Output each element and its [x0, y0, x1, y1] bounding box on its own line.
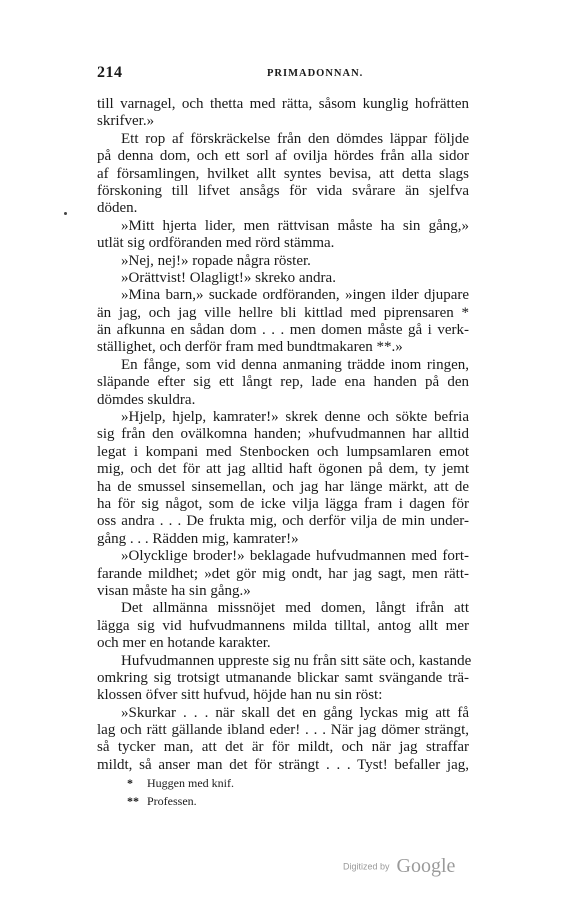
- text-line: »Olycklige broder!» beklagade hufvudmannen med fort-: [121, 548, 469, 565]
- text-line: »Hjelp, hjelp, kamrater!» skrek denne och sökte befria: [121, 409, 469, 426]
- text-line: ha för sig något, som de icke vilja lägga fram i dagen för: [97, 495, 469, 512]
- text-line: klossen öfver sitt hufvud, höjde han nu sin röst:: [97, 687, 383, 704]
- text-line: mig, och det för att jag alltid haft ögonen på dem, ty jemt: [97, 461, 469, 478]
- text-line: visan måste ha sin gång.»: [97, 582, 251, 599]
- text-line: omkring sig trotsigt utmanande blickar samt svängande trä-: [97, 669, 469, 686]
- text-line: så tycker man, att det är för mildt, och när jag straffar: [97, 739, 469, 756]
- text-line: Det allmänna missnöjet med domen, långt ifrån att: [121, 600, 469, 617]
- text-line: sig från den ovälkomna handen; »hufvudmannen har alltid: [97, 426, 469, 443]
- text-line: Ett rop af förskräckelse från den dömdes läppar följde: [121, 130, 469, 147]
- footnote: [127, 792, 427, 810]
- text-line: »Orättvist! Olagligt!» skreko andra.: [121, 269, 336, 286]
- text-line: på denna dom, och ett sorl af ovilja hördes från alla sidor: [97, 148, 469, 165]
- text-line: förskoning till lifvet ansågs för vida svårare än sjelfva: [97, 182, 469, 199]
- text-line: än jag, och jag ville hellre bli kittlad med piprensaren *: [97, 304, 469, 321]
- text-line: ha de smussel sinsemellan, och jag har länge märkt, att de: [97, 478, 469, 495]
- footnotes: [127, 774, 427, 810]
- text-line: oss andra . . . De frukta mig, och derför vilja de min under-: [97, 513, 469, 530]
- page-number: 214: [97, 64, 123, 81]
- text-line: »Mitt hjerta lider, men rättvisan måste ha sin gång,»: [121, 217, 469, 234]
- text-line: Hufvudmannen uppreste sig nu från sitt säte och, kastande: [121, 652, 472, 669]
- footnote-text: Professen.: [147, 794, 197, 808]
- text-line: farande mildhet; »det gör mig ondt, har jag sagt, men rätt-: [97, 565, 469, 582]
- text-line: legat i kompani med Stenbocken och lumpsamlaren emot: [97, 443, 469, 460]
- text-line: dömdes skuldra.: [97, 391, 196, 408]
- text-line: än afkunna en sådan dom . . . men domen måste gå i verk-: [97, 322, 469, 339]
- watermark-prefix: Digitized by: [343, 861, 390, 872]
- text-line: »Skurkar . . . när skall det en gång lyckas mig att få: [121, 704, 469, 721]
- google-logo: Google: [396, 855, 456, 877]
- text-line: lag och rätt gällande ibland eder! . . . När jag dömer strängt,: [97, 722, 469, 739]
- text-line: till varnagel, och thetta med rätta, såsom kunglig hofrätten: [97, 96, 469, 112]
- ink-speck: [64, 212, 67, 215]
- text-line: gång . . . Rädden mig, kamrater!»: [97, 530, 299, 547]
- text-line: lägga sig vid hufvudmannens milda tilltal, antog allt mer: [97, 617, 469, 634]
- text-line: af församlingen, hvilket allt syntes bevisa, att detta slags: [97, 165, 469, 182]
- text-line: mildt, så anser man det för strängt . . . Tyst! befaller jag,: [97, 756, 469, 773]
- text-line: »Nej, nej!» ropade några röster.: [121, 252, 311, 269]
- digitized-watermark: [343, 855, 455, 879]
- text-line: En fånge, som vid denna anmaning trädde inom ringen,: [121, 356, 469, 373]
- page-header: [97, 64, 469, 84]
- running-title: PRIMADONNAN.: [267, 68, 364, 79]
- footnote-mark: **: [127, 794, 139, 808]
- text-line: och mer en hotande karakter.: [97, 635, 271, 652]
- footnote-text: Huggen med knif.: [147, 776, 234, 790]
- text-line: släpande efter sig ett långt rep, lade ena handen på den: [97, 374, 469, 391]
- text-line: utlät sig ordföranden med rörd stämma.: [97, 235, 335, 252]
- footnote-mark: *: [127, 776, 133, 790]
- text-line: skrifver.»: [97, 113, 155, 130]
- body-text: [97, 96, 472, 774]
- text-line: »Mina barn,» suckade ordföranden, »ingen ilder djupare: [121, 287, 469, 304]
- footnote: [127, 774, 427, 792]
- text-line: döden.: [97, 200, 138, 217]
- text-line: ställighet, och derför fram med bundtmakaren **.»: [97, 339, 403, 356]
